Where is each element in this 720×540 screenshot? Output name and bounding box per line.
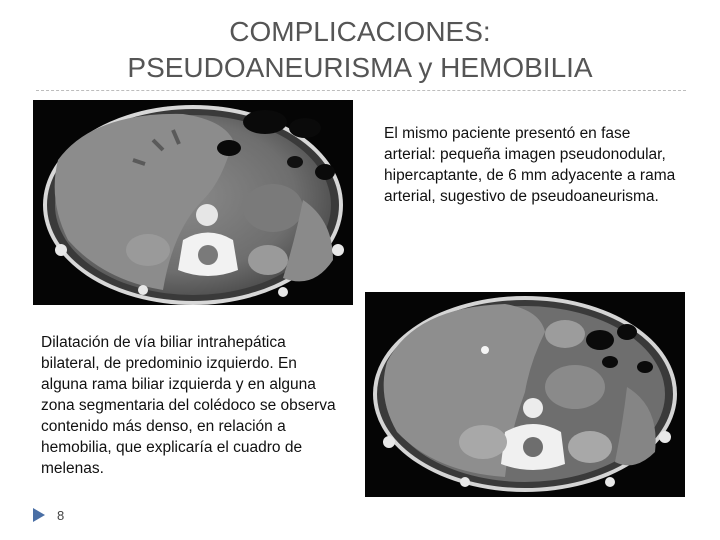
- triangle-bullet-icon: [33, 508, 45, 522]
- title-divider: [36, 90, 686, 91]
- page-number: 8: [57, 507, 65, 523]
- description-hemobilia: Dilatación de vía biliar intrahepática bilateral, de predominio izquierdo. En alguna rama biliar izquierda y en alguna zona segmentaria del colédoco se observa contenido más denso, en relación a hemobilia, que explicaría el cuadro de melenas.: [41, 334, 336, 477]
- title-line-1: COMPLICACIONES:: [229, 16, 491, 47]
- description-arterial-phase: El mismo paciente presentó en fase arterial: pequeña imagen pseudonodular, hipercaptante, de 6 mm adyacente a rama arterial, sugestivo de pseudoaneurisma.: [384, 125, 676, 205]
- slide-footer: [33, 505, 64, 525]
- slide-title: [0, 14, 720, 86]
- ct-scan-image-top: [33, 100, 353, 305]
- ct-scan-image-bottom: [365, 292, 685, 497]
- title-line-2: PSEUDOANEURISMA y HEMOBILIA: [127, 52, 593, 83]
